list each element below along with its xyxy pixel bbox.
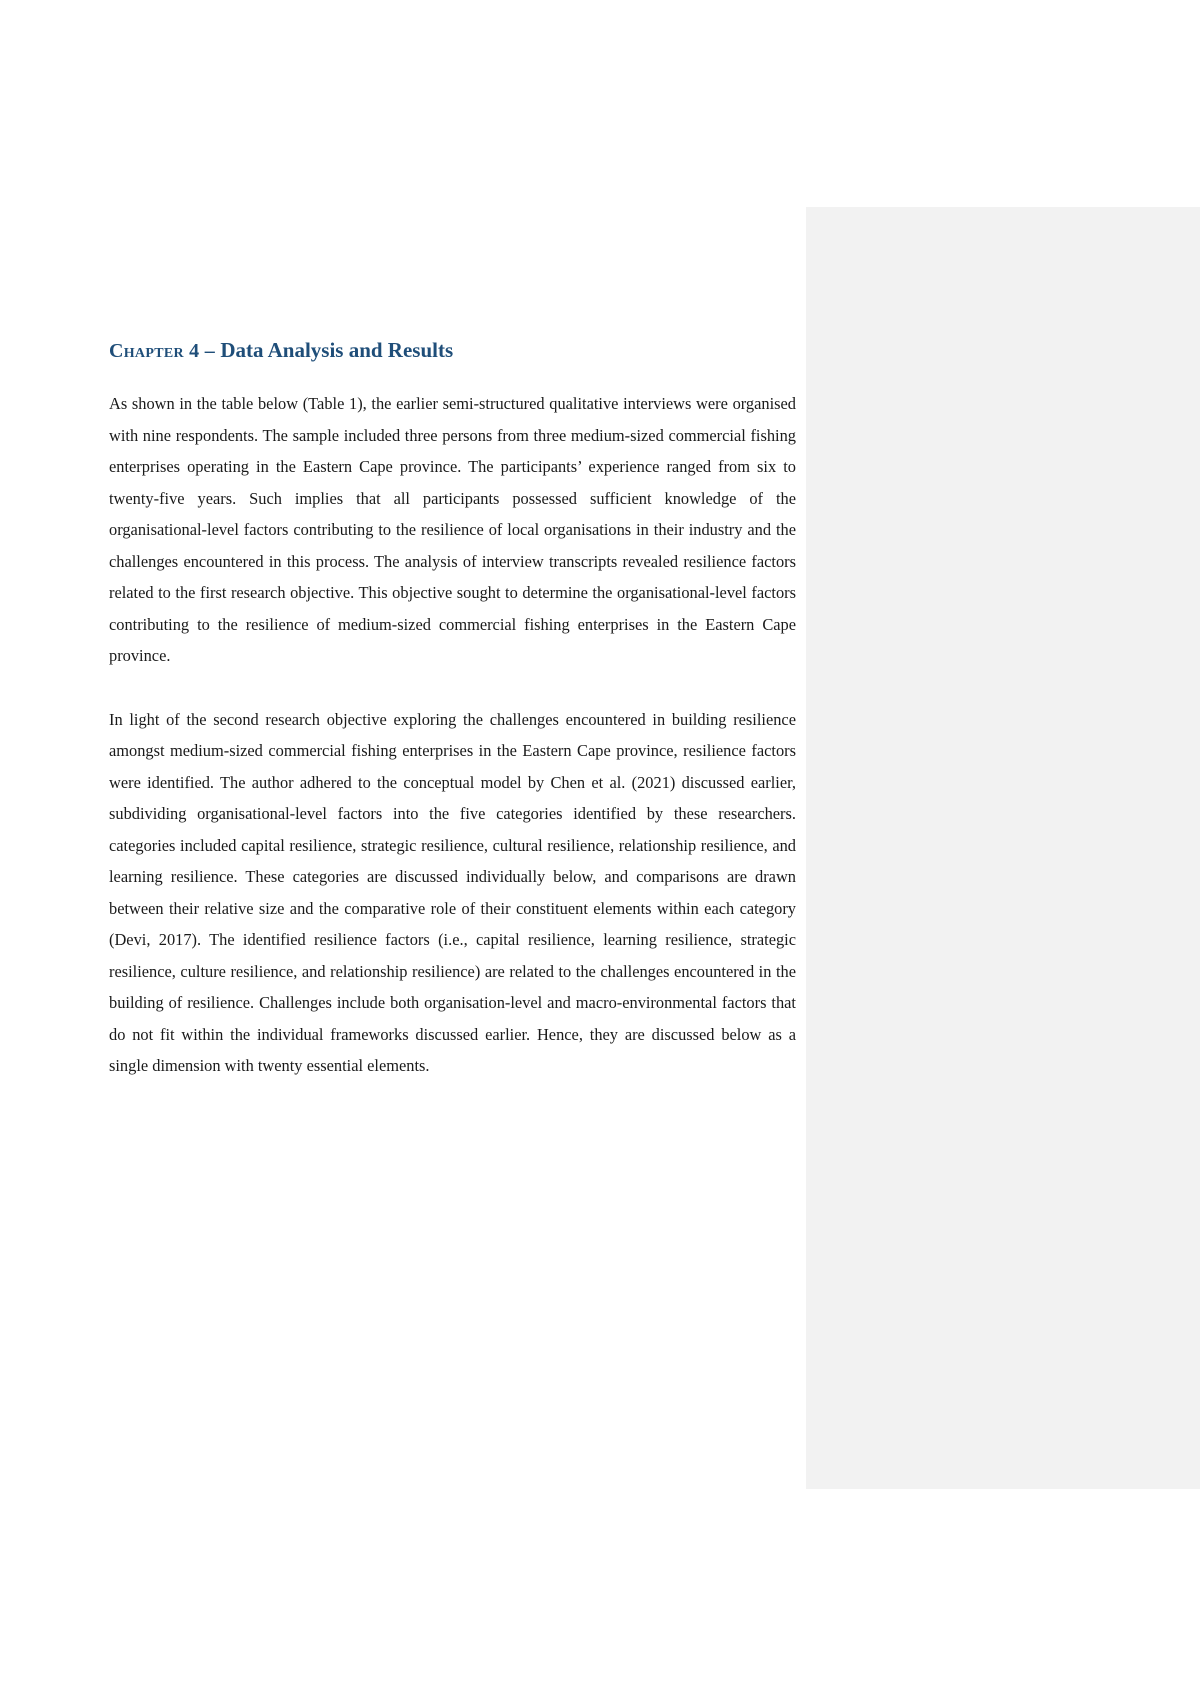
- comment-pane: [806, 207, 1200, 1489]
- chapter-title: Data Analysis and Results: [215, 338, 454, 362]
- document-body: [109, 335, 796, 1082]
- chapter-heading: [109, 335, 796, 366]
- paragraph-1: As shown in the table below (Table 1), the earlier semi-structured qualitative interviews were organised with nine respondents. The sample included three persons from three medium-sized commercial fishing enterprises operating in the Eastern Cape province. The participants’ experience ranged from six to twenty-five years. Such implies that all participants possessed sufficient knowledge of the organisational-level factors contributing to the resilience of local organisations in their industry and the challenges encountered in this process. The analysis of interview transcripts revealed resilience factors related to the first research objective. This objective sought to determine the organisational-level factors contributing to the resilience of medium-sized commercial fishing enterprises in the Eastern Cape province.: [109, 394, 796, 665]
- chapter-number: Chapter 4 –: [109, 340, 216, 362]
- paragraph-2: In light of the second research objective exploring the challenges encountered in building resilience amongst medium-sized commercial fishing enterprises in the Eastern Cape province, resilience factors were identified. The author adhered to the conceptual model by Chen et al. (2021) discussed earlier, subdividing organisational-level factors into the five categories identified by these researchers. categories included capital resilience, strategic resilience, cultural resilience, relationship resilience, and learning resilience. These categories are discussed individually below, and comparisons are drawn between their relative size and the comparative role of their constituent elements within each category (Devi, 2017). The identified resilience factors (i.e., capital resilience, learning resilience, strategic resilience, culture resilience, and relationship resilience) are related to the challenges encountered in the building of resilience. Challenges include both organisation-level and macro-environmental factors that do not fit within the individual frameworks discussed earlier. Hence, they are discussed below as a single dimension with twenty essential elements.: [109, 709, 796, 1075]
